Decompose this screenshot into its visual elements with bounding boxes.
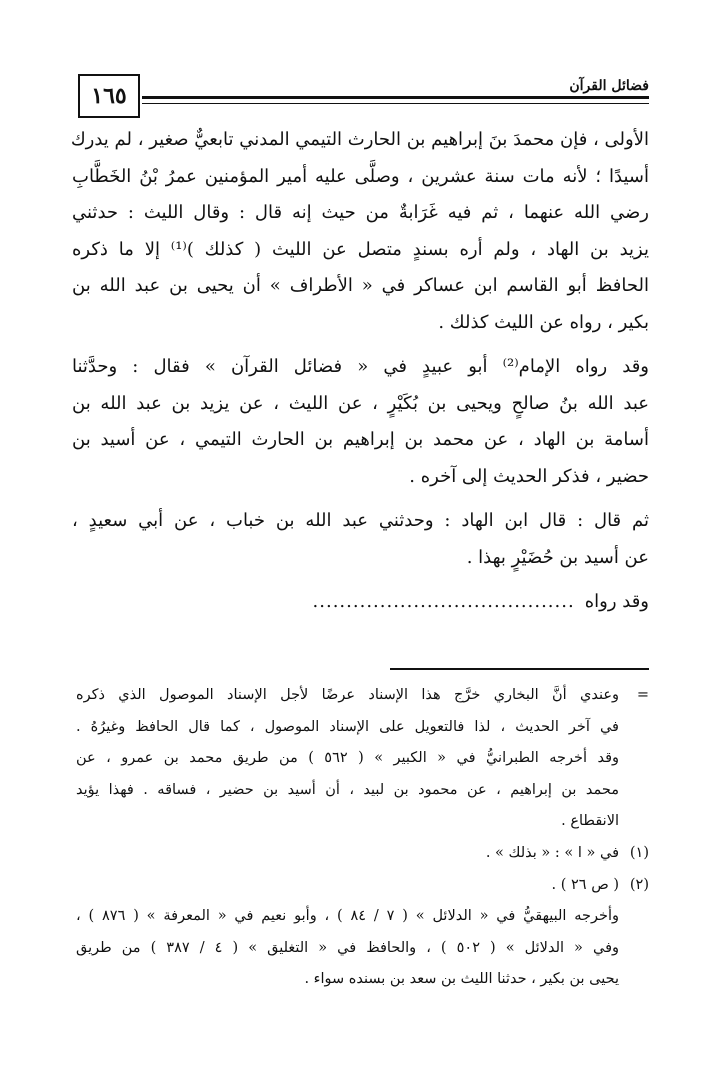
- footnote-line: الانقطاع .: [561, 813, 619, 830]
- paragraph-2: [72, 349, 649, 495]
- footnote-line: وفي « الدلائل » ( ٥٠٢ ) ، والحافظ في « التغليق » ( ٤ / ٣٨٧ ) من طريق: [76, 939, 619, 956]
- footnote-line: وعندي أنَّ البخاري خرَّج هذا الإسناد عرضًا لأجل الإسناد الموصول الذي ذكره: [76, 687, 619, 703]
- text-line: يزيد بن الهاد ، ولم أره بسندٍ متصل عن الليث ( كذلك )⁽¹⁾ إلا ما ذكره: [72, 238, 649, 260]
- continuation-dots: .......................................: [312, 591, 575, 612]
- text-line: بكير ، رواه عن الليث كذلك .: [438, 311, 649, 333]
- continuation-line: [72, 584, 649, 621]
- page-number-text: ١٦٥: [91, 83, 127, 109]
- footnote-1: [76, 838, 649, 870]
- paragraph-1: [72, 122, 649, 341]
- header-rule-thick: [142, 96, 649, 99]
- paragraph-3: [72, 503, 649, 576]
- main-text: [72, 122, 649, 621]
- text-line: الحافظ أبو القاسم ابن عساكر في « الأطراف » أن يحيى بن عبد الله بن: [72, 275, 649, 296]
- text-line: الأولى ، فإن محمدَ بنَ إبراهيم بن الحارث التيمي المدني تابعيٌّ صغير ، لم يدرك: [70, 129, 649, 150]
- footnote-marker: (١): [629, 844, 649, 861]
- footnote-marker: (٢): [629, 876, 649, 893]
- footnote-line: وأخرجه البيهقيُّ في « الدلائل » ( ٧ / ٨٤ ) ، وأبو نعيم في « المعرفة » ( ٨٧٦ ) ،: [76, 908, 620, 925]
- text-line: ثم قال : قال ابن الهاد : وحدثني عبد الله بن خباب ، عن أبي سعيدٍ ،: [72, 510, 649, 531]
- continuation-text: وقد رواه: [584, 591, 649, 612]
- footnotes: [76, 680, 649, 996]
- footnote-line: ( ص ٢٦ ) .: [551, 876, 619, 893]
- page-number: [78, 74, 140, 118]
- text-line: أسيدًا ؛ لأنه مات سنة عشرين ، وصلَّى عليه أمير المؤمنين عمرُ بْنُ الخَطَّابِ: [72, 165, 649, 187]
- footnote-line: وقد أخرجه الطبرانيُّ في « الكبير » ( ٥٦٢ ) من طريق محمد بن عمرو ، عن: [76, 750, 619, 767]
- text-line: حضير ، فذكر الحديث إلى آخره .: [409, 465, 649, 487]
- text-line: أسامة بن الهاد ، عن محمد بن إبراهيم بن الحارث التيمي ، عن أسيد بن: [72, 429, 649, 450]
- text-line: عن أسيد بن حُضَيْرٍ بهذا .: [466, 546, 649, 568]
- footnote-line: في آخر الحديث ، لذا فالتعويل على الإسناد الموصول ، كما قال الحافظ وغيرُهُ .: [76, 718, 619, 735]
- footnote-line: محمد بن إبراهيم ، عن محمود بن لبيد ، أن أسيد بن حضير ، فساقه . فهذا يؤيد: [76, 781, 619, 798]
- footnote-marker: =: [636, 687, 649, 703]
- running-title: فضائل القرآن: [569, 78, 649, 94]
- text-line: وقد رواه الإمام⁽²⁾ أبو عبيدٍ في « فضائل القرآن » فقال : وحدَّثنا: [72, 356, 649, 377]
- footnote-line: يحيى بن بكير ، حدثنا الليث بن سعد بن بسنده سواء .: [304, 971, 619, 988]
- footnote-2: [76, 870, 649, 902]
- footnote-continued: [76, 680, 649, 712]
- footnote-line: في « ا » : « بذلك » .: [485, 844, 619, 861]
- footnote-separator: [390, 668, 649, 670]
- text-line: عبد الله بنُ صالحٍ ويحيى بن بُكَيْرٍ ، عن الليث ، عن يزيد بن عبد الله بن: [72, 392, 649, 414]
- text-line: رضي الله عنهما ، ثم فيه غَرَابةٌ من حيث إنه قال : وقال الليث : حدثني: [72, 202, 649, 223]
- header-rule-thin: [142, 103, 649, 104]
